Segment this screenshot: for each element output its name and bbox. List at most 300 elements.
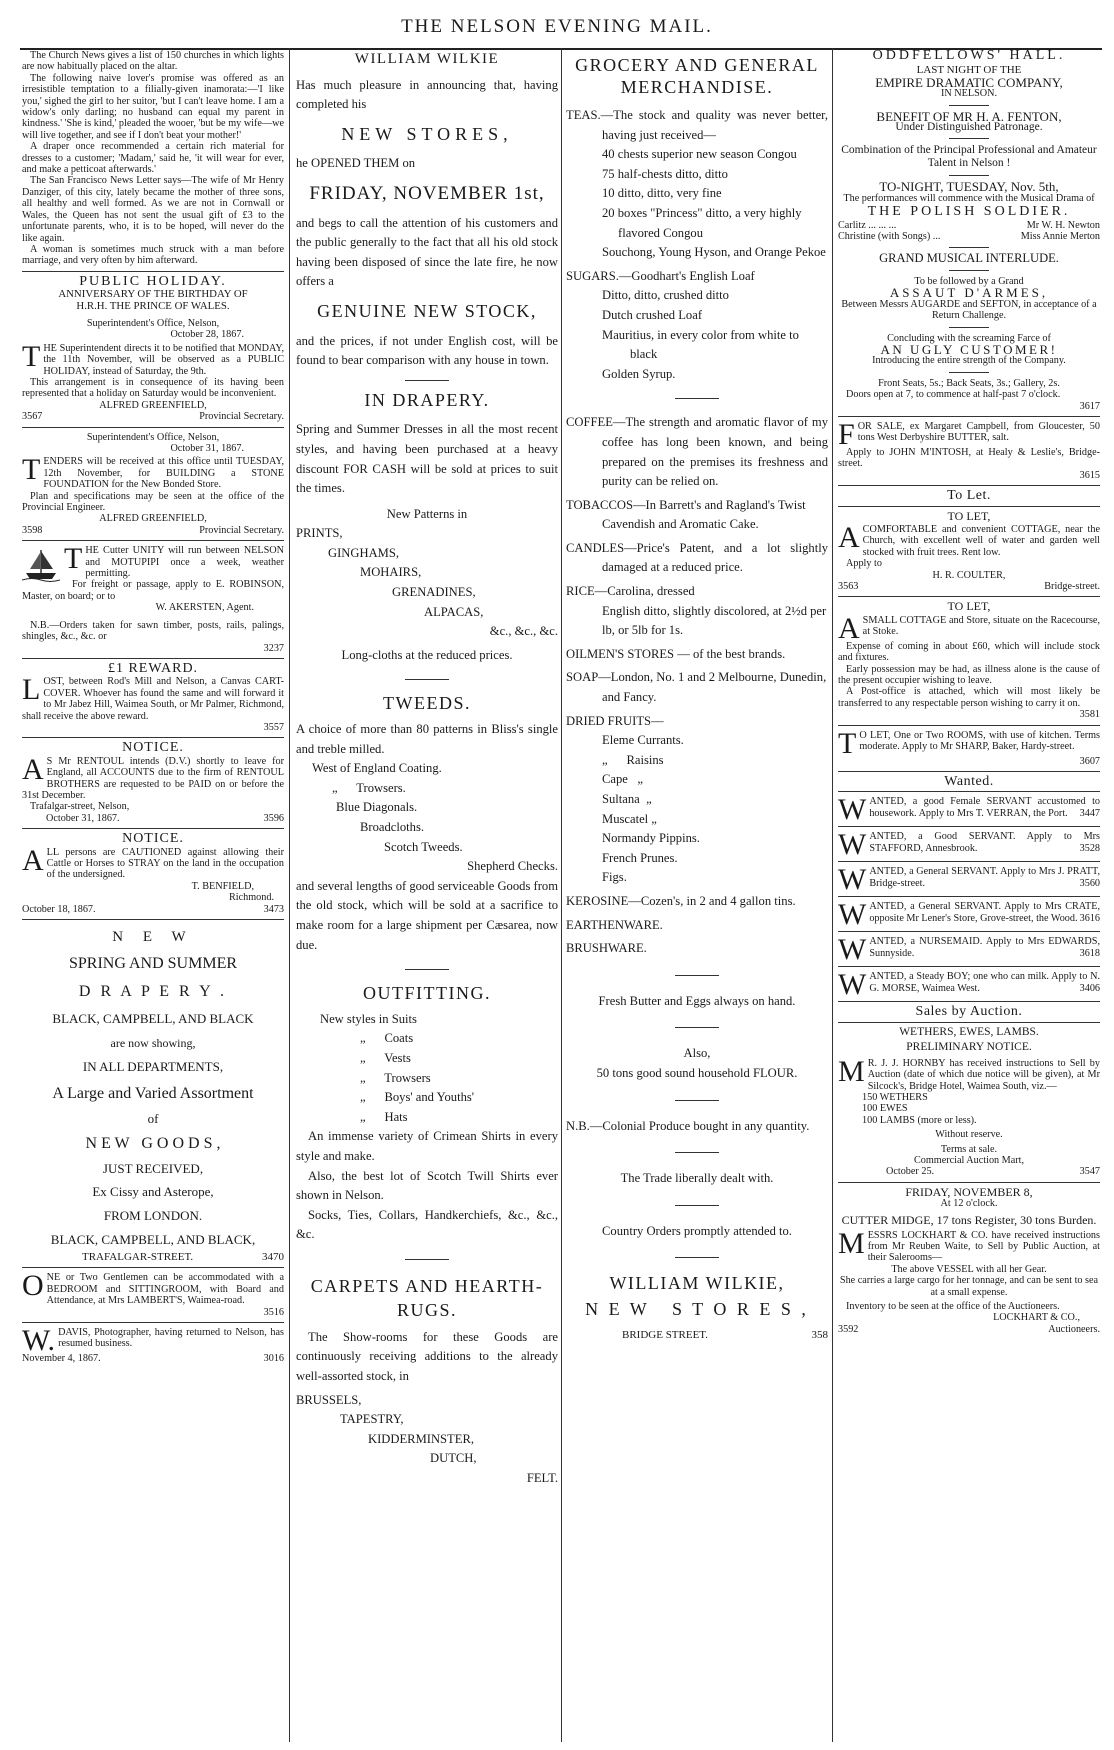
ad-body: The Trade liberally dealt with. — [620, 1171, 774, 1186]
ad-body: he OPENED THEM on — [296, 156, 416, 171]
ad-line: Commercial Auction Mart, — [913, 1154, 1025, 1166]
dropcap: M — [838, 1229, 865, 1260]
product-line: TEAS.—The stock and quality was never better, having just received— — [566, 108, 828, 142]
ad-body: and begs to call the attention of his customers and the public generally to the fact that all his old stock having been disposed of since the late fire, he now offers a — [296, 215, 558, 289]
ad-body: A choice of more than 80 patterns in Bliss's single and treble milled. — [296, 722, 558, 756]
notice-body: ANTED, a General SERVANT. Apply to Mrs J. PRATT, Bridge-street. — [869, 866, 1100, 889]
section-heading: TWEEDS. — [383, 693, 471, 714]
notice-body: HE Superintendent directs it to be notified that MONDAY, the 11th November, will be observed as a PUBLIC HOLIDAY, instead of Saturday, the 9th. — [43, 342, 284, 377]
ad-line: The above VESSEL with all her Gear. — [891, 1263, 1047, 1275]
divider — [22, 271, 284, 272]
list-item: 100 LAMBS (more or less). — [862, 1114, 977, 1126]
notice-body: Apply to JOHN M'INTOSH, at Healy & Leslie's, Bridge-street. — [838, 446, 1100, 470]
ad-line: Front Seats, 5s.; Back Seats, 3s.; Gallery, 2s. — [878, 377, 1060, 389]
theatre-ad — [838, 50, 1100, 412]
divider — [838, 861, 1100, 862]
ad-line: Concluding with the screaming Farce of — [887, 332, 1051, 344]
list-item: „ Trowsers — [360, 1070, 431, 1085]
ad-line: BLACK, CAMPBELL, AND BLACK — [52, 1011, 254, 1027]
newspaper-title: THE NELSON EVENING MAIL. — [401, 16, 713, 37]
ad-line: A Large and Varied Assortment — [52, 1085, 254, 1103]
notice-body: For freight or passage, apply to E. ROBINSON, Master, on board; or to — [22, 579, 284, 602]
ad-number: 3516 — [263, 1306, 284, 1318]
notice-body: NE or Two Gentlemen can be accommodated with a BEDROOM and SITTINGROOM, with Board and Attendance, at Mrs LAMBERT'S, Waimea-road. — [46, 1272, 284, 1307]
list-item: „ Boys' and Youths' — [360, 1090, 475, 1105]
notice-office: Superintendent's Office, Nelson, — [86, 317, 220, 329]
divider — [949, 270, 989, 271]
dropcap: T — [838, 729, 857, 756]
product-line: OILMEN'S STORES — of the best brands. — [566, 646, 786, 661]
ad-number: 3237 — [263, 642, 284, 654]
list-item: FELT. — [526, 1471, 558, 1486]
ad-body: An immense variety of Crimean Shirts in every style and make. — [296, 1129, 558, 1163]
for-sale-ad — [838, 421, 1100, 481]
advertiser-name: WILLIAM WILKIE — [354, 51, 500, 67]
ad-number: 3406 — [1079, 982, 1100, 994]
dropcap: M — [838, 1057, 865, 1088]
product-line: Dutch crushed Loaf — [602, 307, 703, 322]
product-line: RICE—Carolina, dressed — [566, 584, 695, 599]
product-line: Sultana „ — [602, 792, 652, 806]
product-line: 20 boxes "Princess" ditto, a very highly flavored Congou — [602, 205, 802, 240]
notice-body: Plan and specifications may be seen at the office of the Provincial Engineer. — [22, 490, 284, 514]
ad-line: At 12 o'clock. — [940, 1198, 998, 1210]
ad-number: 3615 — [1079, 469, 1100, 481]
ad-line: EMPIRE DRAMATIC COMPANY, — [875, 74, 1063, 90]
ad-line: PRELIMINARY NOTICE. — [906, 1041, 1032, 1054]
product-line: EARTHENWARE. — [566, 917, 663, 932]
ad-line: D R A P E R Y . — [78, 983, 228, 1001]
section-heading: To Let. — [947, 488, 991, 504]
news-item: The San Francisco News Letter says—The wife of Mr Henry Danziger, of this city, lately became the mother of three sons, all healthy and well formed. As we are not in Cornwall or Wales, the Queen has not sent the usual gift of £3 to the unfortunate parents, who, it is to be hoped, will never do the like again. — [22, 175, 284, 244]
list-item: „ Hats — [360, 1109, 408, 1124]
divider — [838, 485, 1100, 486]
tenders-notice — [22, 432, 284, 537]
product-line: Golden Syrup. — [602, 366, 676, 381]
ad-number: 3547 — [1079, 1166, 1100, 1178]
notice-signer: ALFRED GREENFIELD, — [99, 513, 207, 525]
divider — [838, 931, 1100, 932]
wanted-ad — [838, 901, 1100, 927]
ad-body: Fresh Butter and Eggs always on hand. — [598, 993, 796, 1008]
product-line: 10 ditto, ditto, very fine — [602, 186, 722, 201]
notice-body: SMALL COTTAGE and Store, situate on the Racecourse, at Stoke. — [862, 614, 1100, 638]
column-divider — [561, 48, 562, 1742]
notice-body: Expense of coming in about £60, which will include stock and fixtures. — [838, 640, 1100, 664]
notice-body: OST, between Rod's Mill and Nelson, a Canvas CART-COVER. Whoever has found the same and will forward it to Mr Jabez Hill, Waimea South, or Mr Palmer, Richmond, shall receive the above reward. — [22, 676, 284, 722]
product-line: Souchong, Young Hyson, and Orange Pekoe — [602, 245, 826, 260]
product-line: Cape „ — [602, 772, 643, 787]
ad-line: Under Distinguished Patronage. — [895, 121, 1043, 134]
product-line: CANDLES—Price's Patent, and a lot slightly damaged at a reduced price. — [566, 540, 828, 575]
list-item: TAPESTRY, — [340, 1412, 404, 1427]
divider — [675, 1027, 719, 1028]
ad-line: Without reserve. — [935, 1129, 1003, 1141]
cast-actor: Miss Annie Merton — [1020, 231, 1100, 243]
divider — [22, 737, 284, 738]
notice-role: Auctioneers. — [1048, 1323, 1100, 1335]
advertiser-name: WILLIAM WILKIE, — [609, 1273, 785, 1294]
lodging-ad — [22, 1272, 284, 1318]
list-item: BRUSSELS, — [296, 1392, 362, 1407]
ad-heading: NEW STORES, — [341, 123, 513, 144]
ad-line: are now showing, — [110, 1036, 196, 1051]
dropcap: A — [838, 614, 860, 641]
divider — [949, 175, 989, 176]
product-line: French Prunes. — [602, 850, 678, 865]
product-line: BRUSHWARE. — [566, 941, 647, 956]
list-item: MOHAIRS, — [360, 565, 422, 580]
notice-body: ANTED, a Good SERVANT. Apply to Mrs STAFFORD, Annesbrook. — [869, 831, 1100, 854]
dropcap: L — [22, 676, 41, 707]
to-let-ad — [838, 730, 1100, 767]
notice-body: R. J. J. HORNBY has received instructions to Sell by Auction (date of which due notice will be given), at Mr Silcock's, Bridge Hotel, Waimea South, viz.— — [867, 1057, 1100, 1092]
ad-number: 3528 — [1079, 842, 1100, 854]
ad-line: Introducing the entire strength of the Company. — [872, 355, 1066, 367]
cast-role: Christine (with Songs) ... — [838, 231, 941, 243]
ad-number: 3567 — [22, 411, 43, 423]
dropcap: A — [22, 755, 44, 786]
ad-line: TO-NIGHT, TUESDAY, Nov. 5th, — [879, 179, 1059, 195]
ad-line: Doors open at 7, to commence at half-past 7 o'clock. — [846, 389, 1061, 401]
photographer-ad — [22, 1327, 284, 1364]
to-let-ad — [838, 601, 1100, 720]
ad-body: Country Orders promptly attended to. — [602, 1223, 792, 1238]
ad-line: Ex Cissy and Asterope, — [92, 1184, 214, 1200]
ad-body: Spring and Summer Dresses in all the most recent styles, and having been purchased at a heavy discount FOR CASH will be sold at prices to suit the times. — [296, 422, 558, 496]
section-heading: OUTFITTING. — [363, 983, 491, 1004]
ad-line: N E W G O O D S , — [85, 1135, 221, 1153]
list-item: PRINTS, — [296, 526, 343, 541]
ad-body: N.B.—Colonial Produce bought in any quantity. — [566, 1118, 810, 1133]
ad-line: BENEFIT OF MR H. A. FENTON, — [876, 108, 1062, 124]
notice-date: October 18, 1867. — [22, 903, 96, 915]
product-line: TOBACCOS—In Barrett's and Ragland's Twist — [566, 497, 806, 512]
list-item: West of England Coating. — [312, 761, 442, 776]
ad-heading: MERCHANDISE. — [620, 77, 774, 97]
list-item: „ Coats — [360, 1031, 414, 1046]
notice-place: Trafalgar-street, Nelson, — [30, 801, 130, 813]
product-line: „ Raisins — [602, 752, 664, 767]
benfield-notice — [22, 833, 284, 915]
ad-number: 3617 — [1079, 400, 1100, 412]
ad-body: The Show-rooms for these Goods are continuously receiving additions to the already well-assorted stock, in — [296, 1329, 558, 1384]
notice-signer: W. AKERSTEN, Agent. — [155, 602, 254, 614]
section-heading: Wanted. — [944, 774, 994, 790]
list-item: Shepherd Checks. — [467, 859, 558, 874]
ad-number: 3473 — [263, 903, 284, 915]
ad-line: BLACK, CAMPBELL, AND BLACK, — [50, 1232, 256, 1248]
notice-body: LL persons are CAUTIONED against allowing their Cattle or Horses to STRAY on the land in the occupation of the undersigned. — [46, 846, 284, 881]
list-item: DUTCH, — [430, 1451, 477, 1466]
address: BRIDGE STREET. — [622, 1328, 708, 1341]
ad-body: Long-cloths at the reduced prices. — [341, 647, 513, 662]
divider — [405, 1259, 449, 1260]
reward-notice — [22, 660, 284, 733]
notice-body: COMFORTABLE and convenient COTTAGE, near the Church, with excellent well of water and garden well stocked with fruit trees. Rent low. — [862, 523, 1100, 558]
divider — [838, 791, 1100, 792]
notice-body: This arrangement is in consequence of its having been represented that a holiday on Saturday would be inconvenient. — [22, 376, 284, 400]
ad-heading: GENUINE NEW STOCK, — [317, 300, 537, 321]
ad-line: TRAFALGAR-STREET. — [82, 1251, 194, 1264]
section-heading: Sales by Auction. — [915, 1004, 1023, 1020]
column-4 — [838, 50, 1100, 1740]
divider — [675, 1205, 719, 1206]
drapery-ad — [22, 924, 284, 1263]
notice-signer: LOCKHART & CO., — [993, 1312, 1080, 1324]
ad-heading: GROCERY AND GENERAL — [575, 55, 819, 75]
ad-body: and the prices, if not under English cost, will be found to bear comparison with any house in town. — [296, 333, 558, 368]
cutter-notice — [22, 545, 284, 654]
divider — [838, 725, 1100, 726]
ad-number: 3447 — [1079, 807, 1100, 819]
notice-title: NOTICE. — [122, 831, 184, 847]
news-item: A woman is sometimes much struck with a man before marriage, and very often by him afterward. — [22, 243, 284, 267]
notice-role: Provincial Secretary. — [199, 524, 284, 536]
ad-line: The performances will commence with the Musical Drama of — [843, 192, 1095, 204]
list-item: 100 EWES — [862, 1103, 908, 1115]
notice-date: October 31, 1867. — [170, 443, 244, 454]
ad-line: of — [147, 1111, 159, 1127]
divider — [22, 1322, 284, 1323]
divider — [675, 1100, 719, 1101]
notice-office: Superintendent's Office, Nelson, — [86, 431, 220, 443]
divider — [838, 1022, 1100, 1023]
notice-body: Early possession may be had, as illness alone is the cause of the present occupier wishing to leave. — [838, 663, 1100, 687]
notice-body: DAVIS, Photographer, having returned to Nelson, has resumed business. — [58, 1327, 284, 1350]
column-3 — [566, 50, 828, 1740]
news-item: The Church News gives a list of 150 churches in which lights are now habitually placed on the altar. — [22, 50, 284, 73]
divider — [675, 1152, 719, 1153]
news-item: A draper once recommended a certain rich material for dresses to a customer; 'Madam,' said he, 'it will wear for ever, and make a petticoat afterwards.' — [22, 141, 284, 176]
dropcap: W — [838, 936, 867, 963]
divider — [22, 540, 284, 541]
dropcap: W — [838, 971, 867, 998]
divider — [838, 966, 1100, 967]
product-line: Muscatel „ — [602, 811, 657, 826]
ad-line: LAST NIGHT OF THE — [916, 64, 1022, 77]
list-item: Blue Diagonals. — [336, 800, 418, 815]
dropcap: F — [838, 420, 855, 447]
dropcap: T — [64, 545, 83, 576]
divider — [22, 1267, 284, 1268]
notice-body: HE Cutter UNITY will run between NELSON and MOTUPIPI once a week, weather permitting. — [85, 545, 284, 580]
list-item: KIDDERMINSTER, — [368, 1431, 474, 1446]
notice-body: Apply to — [846, 558, 882, 570]
column-1 — [22, 50, 284, 1740]
divider — [949, 372, 989, 373]
divider — [22, 658, 284, 659]
ad-line: ASSAUT D'ARMES, — [889, 285, 1049, 301]
notice-date: October 28, 1867. — [170, 329, 244, 341]
notice-body: Inventory to be seen at the office of the Auctioneers. — [846, 1301, 1060, 1312]
list-item: „ Trowsers. — [332, 780, 406, 795]
dropcap: A — [838, 523, 860, 554]
divider — [405, 380, 449, 381]
wanted-ad — [838, 971, 1100, 997]
ad-line: TO LET, — [947, 599, 991, 614]
product-line: DRIED FRUITS— — [566, 713, 664, 728]
dropcap: O — [22, 1272, 44, 1303]
divider — [838, 416, 1100, 417]
ad-line: GRAND MUSICAL INTERLUDE. — [879, 251, 1059, 266]
list-item: &c., &c., &c. — [489, 624, 558, 639]
sailing-ship-icon — [22, 547, 60, 583]
list-item: ALPACAS, — [424, 604, 484, 619]
divider — [838, 896, 1100, 897]
list-item: 150 WETHERS — [862, 1091, 928, 1103]
notice-body: N.B.—Orders taken for sawn timber, posts, rails, palings, shingles, &c., &c. or — [22, 619, 284, 643]
notice-body: ESSRS LOCKHART & CO. have received instructions from Mr Reuben Waite, to Sell by Public Auction, at their Salerooms— — [867, 1229, 1100, 1264]
notice-place: Bridge-street. — [1044, 581, 1100, 592]
ad-line: IN ALL DEPARTMENTS, — [82, 1059, 224, 1075]
notice-signer: T. BENFIELD, — [191, 880, 254, 892]
notice-title: NOTICE. — [122, 740, 184, 756]
holiday-notice — [22, 273, 284, 423]
holiday-subtitle: H.R.H. THE PRINCE OF WALES. — [76, 299, 230, 312]
column-divider — [832, 48, 833, 1742]
product-line: Eleme Currants. — [602, 733, 684, 748]
product-line: KEROSINE—Cozen's, in 2 and 4 gallon tins. — [566, 893, 796, 908]
wanted-ad — [838, 866, 1100, 892]
ad-number: 3616 — [1079, 912, 1100, 924]
product-line: Figs. — [602, 870, 627, 885]
ad-number: 3607 — [1079, 755, 1100, 767]
ad-number: 3581 — [1079, 709, 1100, 721]
masthead — [0, 0, 1114, 44]
list-item: Scotch Tweeds. — [384, 839, 463, 854]
ad-number: 3596 — [263, 812, 284, 824]
divider — [949, 105, 989, 106]
notice-body: A Post-office is attached, which will most likely be transferred to any respectable person wishing to carry it on. — [838, 686, 1100, 709]
ad-number: 3557 — [263, 721, 284, 733]
ad-body: Socks, Ties, Collars, Handkerchiefs, &c., &c., &c. — [296, 1207, 558, 1242]
ad-number: 3598 — [22, 524, 43, 536]
dropcap: W — [838, 866, 867, 893]
product-line: English ditto, slightly discolored, at 2½d per lb, or 5lb for 1s. — [602, 603, 827, 638]
to-let-ad — [838, 508, 1100, 593]
notice-signer: ALFRED GREENFIELD, — [99, 399, 207, 411]
ad-line: Terms at sale. — [940, 1143, 998, 1155]
ad-number: 3560 — [1079, 877, 1100, 889]
divider — [838, 596, 1100, 597]
divider — [838, 771, 1100, 772]
dropcap: T — [22, 342, 41, 373]
product-line: Normandy Pippins. — [602, 831, 700, 846]
reward-title: £1 REWARD. — [107, 660, 199, 676]
notice-body: OR SALE, ex Margaret Campbell, from Gloucester, 50 tons West Derbyshire BUTTER, salt. — [857, 420, 1100, 444]
product-line: Cavendish and Aromatic Cake. — [602, 517, 759, 532]
ad-number: 3592 — [838, 1323, 859, 1335]
divider — [675, 975, 719, 976]
ad-body: and several lengths of good serviceable Goods from the old stock, which will be sold at a sacrifice to make room for a large shipment per Cæsarea, now due. — [296, 878, 558, 952]
list-item: GRENADINES, — [392, 585, 476, 600]
notice-body: S Mr RENTOUL intends (D.V.) shortly to leave for England, all ACCOUNTS due to the firm of RENTOUL BROTHERS are requested to be PAID on or before the 31st December. — [22, 755, 284, 801]
divider — [22, 919, 284, 920]
column-divider — [289, 48, 290, 1742]
notice-date: October 31, 1867. — [46, 812, 120, 824]
product-line: SUGARS.—Goodhart's English Loaf — [566, 268, 755, 283]
divider — [949, 327, 989, 328]
dropcap: T — [22, 456, 41, 487]
column-2 — [296, 50, 558, 1740]
dropcap: A — [22, 846, 44, 877]
section-heading: IN DRAPERY. — [364, 389, 490, 410]
ad-line: SPRING AND SUMMER — [68, 955, 238, 973]
ad-line: N E W — [112, 929, 194, 946]
product-line: Mauritius, in every color from white to black — [602, 327, 799, 362]
ad-body: Also, the best lot of Scotch Twill Shirts ever shown in Nelson. — [296, 1168, 558, 1203]
divider — [838, 1182, 1100, 1183]
product-line: COFFEE—The strength and aromatic flavor of my coffee has long been known, and being prepared on the premises its freshness and purity can be relied on. — [566, 415, 828, 489]
ad-line: JUST RECEIVED, — [102, 1161, 204, 1177]
dropcap: W — [838, 831, 867, 858]
ad-line: WETHERS, EWES, LAMBS. — [899, 1025, 1039, 1038]
divider — [405, 969, 449, 970]
ad-number: 3016 — [263, 1353, 284, 1365]
ad-heading: N E W S T O R E S , — [585, 1298, 809, 1319]
notice-body: ENDERS will be received at this office until TUESDAY, 12th November, for BUILDING a STONE FOUNDATION for the New Bonded Store. — [43, 456, 284, 491]
ad-number: 3470 — [262, 1251, 284, 1264]
list-item: „ Vests — [360, 1050, 411, 1065]
notice-body: ANTED, a Steady BOY; one who can milk. Apply to N. G. MORSE, Waimea West. — [869, 971, 1100, 994]
ad-line: Between Messrs AUGARDE and SEFTON, in acceptance of a Return Challenge. — [841, 298, 1097, 322]
product-line: 75 half-chests ditto, ditto — [602, 166, 728, 181]
divider — [838, 506, 1100, 507]
dropcap: W — [838, 796, 867, 823]
news-item: The following naive lover's promise was offered as an irresistible temptation to a filially-given inamorata:—'I like you,' sighed the girl to her suitor, 'but I can't leave home. I am a widow's only darling; no husband can equal my parent in kindness.' 'She is kind,' pleaded the wooer, 'but be my wife—we will live together, and see if I don't beat your mother!' — [22, 72, 284, 141]
divider — [838, 1001, 1100, 1002]
section-heading: CARPETS AND HEARTH-RUGS. — [310, 1275, 544, 1320]
ad-body: Has much pleasure in announcing that, having completed his — [296, 77, 558, 112]
notice-role: Provincial Secretary. — [199, 411, 284, 423]
ad-line: FROM LONDON. — [103, 1208, 203, 1224]
notice-place: Richmond. — [229, 892, 274, 904]
ad-line: IN NELSON. — [940, 88, 998, 100]
ad-line: AN UGLY CUSTOMER! — [880, 341, 1058, 357]
divider — [675, 398, 719, 399]
list-item: New styles in Suits — [320, 1011, 417, 1026]
notice-body: ANTED, a good Female SERVANT accustomed to housework. Apply to Mrs T. VERRAN, the Port. — [869, 796, 1100, 819]
ad-line: TO LET, — [947, 508, 991, 523]
ad-number: 3563 — [838, 581, 859, 592]
wanted-ad — [838, 831, 1100, 857]
notice-body: O LET, One or Two ROOMS, with use of kitchen. Terms moderate. Apply to Mr SHARP, Baker, Hardy-street. — [859, 729, 1100, 753]
divider — [675, 1257, 719, 1258]
wanted-ad — [838, 796, 1100, 822]
divider — [838, 826, 1100, 827]
ad-line: THE POLISH SOLDIER. — [867, 204, 1071, 220]
ad-body: 50 tons good sound household FLOUR. — [596, 1065, 798, 1080]
dropcap: W. — [22, 1327, 56, 1354]
list-item: GINGHAMS, — [328, 545, 400, 560]
dropcap: W — [838, 901, 867, 928]
divider — [22, 828, 284, 829]
ad-number: 358 — [811, 1328, 828, 1341]
ad-line: FRIDAY, NOVEMBER 8, — [905, 1184, 1033, 1199]
holiday-title: PUBLIC HOLIDAY. — [79, 273, 227, 289]
notice-body: ANTED, a General SERVANT. Apply to Mrs CRATE, opposite Mr Lener's Store, Grove-street, the Wood. — [869, 901, 1100, 924]
notice-date: October 25. — [886, 1166, 935, 1178]
rentoul-notice — [22, 742, 284, 824]
notice-signer: H. R. COULTER, — [932, 569, 1006, 581]
list-item: Broadcloths. — [360, 820, 425, 834]
ad-line: CUTTER MIDGE, 17 tons Register, 30 tons Burden. — [841, 1212, 1097, 1227]
ad-line: She carries a large cargo for her tonnage, and can be sent to sea at a small expense. — [839, 1275, 1099, 1298]
product-line: 40 chests superior new season Congou — [602, 147, 797, 162]
notice-body: ANTED, a NURSEMAID. Apply to Mrs EDWARDS, Sunnyside. — [869, 936, 1100, 959]
auction-ad — [838, 1027, 1100, 1178]
